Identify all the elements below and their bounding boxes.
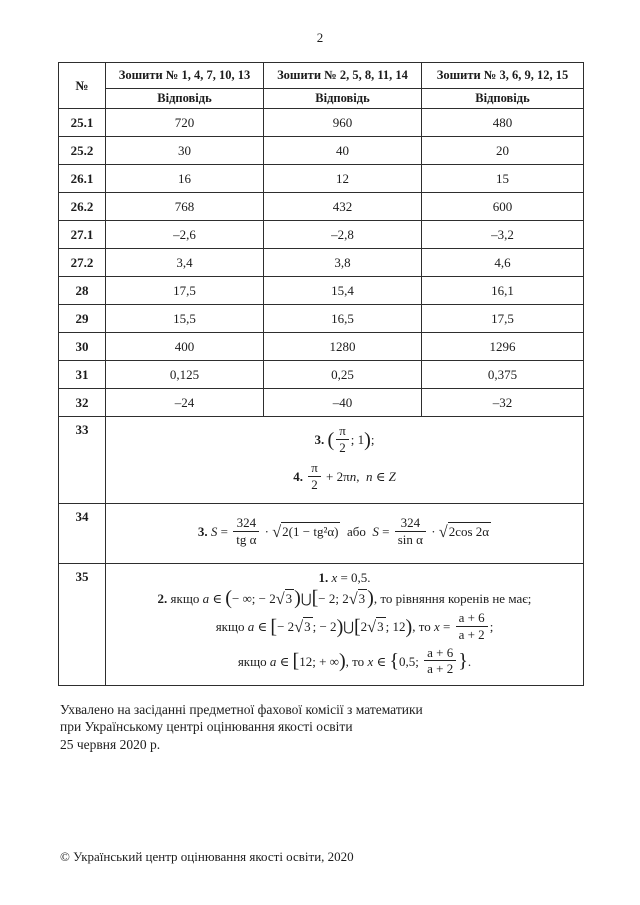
table-row: [59, 249, 584, 277]
math-fragment: ∈: [276, 653, 293, 669]
formula-line: [109, 644, 580, 678]
subheader-answer-1: Відповідь: [106, 89, 264, 109]
formula-line: [109, 570, 580, 586]
answer-cell: 30: [106, 137, 264, 165]
radicand: 2(1 − tg²α): [282, 524, 339, 540]
answer-cell: –32: [422, 389, 584, 417]
big-bracket: ): [367, 587, 374, 610]
math-fragment: ·: [261, 524, 273, 540]
fraction-denominator: a + 2: [458, 626, 485, 642]
column-header-number: №: [59, 63, 106, 109]
answer-cell: 3,4: [106, 249, 264, 277]
formula-line: [109, 587, 580, 610]
page-number: 2: [316, 30, 324, 45]
fraction-denominator: a + 2: [427, 661, 454, 677]
math-fragment: ⋃: [300, 590, 312, 606]
math-fragment: − 2: [277, 619, 295, 635]
math-fragment: ⋃: [343, 619, 354, 635]
subheader-answer-2: Відповідь: [264, 89, 422, 109]
big-bracket: (: [327, 428, 335, 451]
question-number: 34: [59, 503, 106, 563]
answer-cell: –2,8: [264, 221, 422, 249]
answer-cell: 0,25: [264, 361, 422, 389]
math-fragment: a: [202, 590, 210, 606]
math-fragment: , то: [345, 653, 368, 669]
math-fragment: n: [365, 469, 373, 485]
radicand: 3: [304, 619, 311, 635]
radical-sign: √: [294, 618, 304, 637]
big-bracket: ): [405, 615, 413, 638]
math-fragment: x: [331, 570, 338, 586]
answer-cell: 600: [422, 193, 584, 221]
answer-cell: 960: [264, 109, 422, 137]
answer-cell: 15,5: [106, 305, 264, 333]
question-number: 27.2: [59, 249, 106, 277]
answer-cell: 480: [422, 109, 584, 137]
big-bracket: {: [389, 650, 400, 673]
fraction-numerator: π: [308, 461, 321, 477]
answer-cell: 17,5: [106, 277, 264, 305]
radicand: 3: [358, 590, 366, 606]
fraction: [456, 611, 488, 641]
math-fragment: + 2π: [322, 469, 350, 485]
math-fragment: =: [439, 619, 454, 635]
question-number: 28: [59, 277, 106, 305]
answer-cell: 720: [106, 109, 264, 137]
fraction-numerator: a + 6: [456, 611, 488, 627]
fraction-numerator: 324: [233, 516, 259, 532]
question-number: 30: [59, 333, 106, 361]
fraction: [424, 646, 456, 676]
square-root: [367, 618, 385, 638]
fraction-numerator: 324: [395, 516, 426, 532]
math-fragment: 0,5;: [399, 653, 423, 669]
column-header-group-1: Зошити № 1, 4, 7, 10, 13: [106, 63, 264, 89]
math-fragment: =: [378, 524, 393, 540]
table-row-33: [59, 417, 584, 504]
formula-line: [197, 514, 491, 548]
approval-line: при Українському центрі оцінювання якості освіти: [60, 719, 353, 735]
question-number: 29: [59, 305, 106, 333]
math-fragment: =: [217, 524, 232, 540]
radical-sign: √: [367, 618, 377, 637]
table-row: [59, 277, 584, 305]
column-header-group-2: Зошити № 2, 5, 8, 11, 14: [264, 63, 422, 89]
answer-cell: –2,6: [106, 221, 264, 249]
math-fragment: ; − 2: [312, 619, 337, 635]
answer-cell: 17,5: [422, 305, 584, 333]
answer-cell: 4,6: [422, 249, 584, 277]
fraction-denominator: tg α: [236, 531, 257, 547]
question-number: 31: [59, 361, 106, 389]
math-fragment: x: [433, 619, 440, 635]
math-fragment: 1.: [318, 570, 329, 586]
fraction-denominator: 2: [339, 439, 346, 455]
math-fragment: , то: [412, 619, 434, 635]
math-fragment: x: [367, 653, 374, 669]
math-fragment: Z: [388, 469, 396, 485]
header-row-answer: [59, 89, 584, 109]
table-row: [59, 165, 584, 193]
table-row: [59, 389, 584, 417]
big-bracket: (: [225, 587, 232, 610]
question-number: 25.2: [59, 137, 106, 165]
math-fragment: 12; + ∞: [299, 653, 339, 669]
math-fragment: ∈: [372, 469, 389, 485]
formula-line: [109, 460, 580, 493]
table-row: [59, 109, 584, 137]
math-fragment: або: [340, 524, 373, 540]
answer-cell: 16,1: [422, 277, 584, 305]
square-root: [349, 590, 367, 610]
table-row: [59, 193, 584, 221]
math-fragment: 2: [360, 619, 368, 635]
table-row-35: [59, 563, 584, 685]
answer-cell: 40: [264, 137, 422, 165]
table-row: [59, 333, 584, 361]
fraction-denominator: 2: [311, 476, 318, 492]
answer-cell: –40: [264, 389, 422, 417]
big-bracket: }: [458, 650, 468, 673]
math-fragment: 3.: [314, 432, 325, 448]
answer-cell: 400: [106, 333, 264, 361]
math-fragment: якщо: [237, 653, 270, 669]
big-bracket: ): [364, 428, 371, 451]
math-fragment: [303, 469, 306, 484]
math-fragment: S: [210, 524, 218, 540]
math-fragment: − 2; 2: [318, 590, 349, 606]
math-fragment: a: [247, 619, 255, 635]
fraction: [336, 424, 349, 454]
answer-cell: 3,8: [264, 249, 422, 277]
answer-cell: 20: [422, 137, 584, 165]
radical-sign: √: [438, 523, 448, 542]
question-number: 27.1: [59, 221, 106, 249]
answer-cell-formula: [106, 563, 584, 685]
square-root: [272, 523, 340, 543]
math-fragment: 4.: [293, 469, 303, 485]
table-row: [59, 221, 584, 249]
math-fragment: , то рівняння коренів не має;: [373, 590, 532, 606]
math-fragment: 3.: [197, 524, 208, 540]
answer-cell: –24: [106, 389, 264, 417]
fraction: [308, 461, 321, 491]
question-number: 25.1: [59, 109, 106, 137]
fraction-numerator: a + 6: [424, 646, 456, 662]
big-bracket: [: [311, 587, 319, 610]
big-bracket: [: [292, 650, 300, 673]
answer-cell: 15: [422, 165, 584, 193]
fraction: [233, 516, 259, 546]
square-root: [439, 523, 491, 543]
question-number: 35: [59, 563, 106, 685]
answer-cell: 432: [264, 193, 422, 221]
math-fragment: якщо: [167, 590, 203, 606]
math-fragment: S: [372, 524, 379, 540]
math-fragment: .: [467, 653, 472, 669]
question-number: 32: [59, 389, 106, 417]
table-row: [59, 361, 584, 389]
square-root: [276, 590, 294, 610]
math-fragment: = 0,5.: [337, 570, 371, 586]
math-fragment: якщо: [215, 619, 248, 635]
radicand: 3: [377, 619, 384, 635]
answer-cell: 16: [106, 165, 264, 193]
table-row-34: [59, 503, 584, 563]
radicand: 2cos 2α: [448, 524, 490, 540]
header-row-groups: [59, 63, 584, 89]
radical-sign: √: [275, 589, 285, 608]
question-number: 26.2: [59, 193, 106, 221]
math-fragment: ·: [427, 524, 439, 540]
math-fragment: ∈: [373, 653, 390, 669]
fraction-numerator: π: [336, 424, 349, 440]
table-row: [59, 305, 584, 333]
math-fragment: 2.: [157, 590, 168, 606]
radical-sign: √: [272, 523, 282, 542]
math-fragment: n: [349, 469, 357, 485]
answer-cell: 12: [264, 165, 422, 193]
answer-cell: 0,375: [422, 361, 584, 389]
math-fragment: ; 12: [385, 619, 406, 635]
answer-cell: 768: [106, 193, 264, 221]
answer-cell: –3,2: [422, 221, 584, 249]
answer-cell-formula: [106, 503, 584, 563]
table-row: [59, 137, 584, 165]
big-bracket: ): [338, 650, 346, 673]
math-fragment: ;: [489, 619, 494, 635]
approval-line: 25 червня 2020 р.: [60, 736, 161, 752]
radical-sign: √: [348, 589, 358, 608]
formula-line: [109, 423, 580, 456]
math-fragment: a: [269, 653, 277, 669]
question-number: 26.1: [59, 165, 106, 193]
radicand: 3: [285, 590, 293, 606]
copyright-line: © Український центр оцінювання якості освіти, 2020: [60, 849, 354, 864]
answer-cell: 16,5: [264, 305, 422, 333]
big-bracket: [: [353, 615, 361, 638]
answer-cell: 15,4: [264, 277, 422, 305]
big-bracket: [: [270, 615, 278, 638]
answer-cell-formula: [106, 417, 584, 504]
answer-cell: 1296: [422, 333, 584, 361]
big-bracket: ): [336, 615, 344, 638]
subheader-answer-3: Відповідь: [422, 89, 584, 109]
answer-cell: 1280: [264, 333, 422, 361]
answers-table: [58, 62, 584, 686]
answer-cell: 0,125: [106, 361, 264, 389]
big-bracket: ): [294, 587, 301, 610]
math-fragment: ∈: [209, 590, 226, 606]
question-number: 33: [59, 417, 106, 504]
approval-line: Ухвалено на засіданні предметної фахової комісії з математики: [60, 702, 423, 717]
fraction: [395, 516, 426, 546]
math-fragment: − ∞; − 2: [231, 590, 276, 606]
column-header-group-3: Зошити № 3, 6, 9, 12, 15: [422, 63, 584, 89]
math-fragment: ; 1: [350, 432, 365, 448]
formula-line: [109, 610, 580, 643]
math-fragment: ;: [370, 432, 375, 448]
square-root: [294, 618, 312, 638]
approval-note: [60, 701, 423, 753]
fraction-denominator: sin α: [397, 531, 423, 547]
math-fragment: ∈: [254, 619, 271, 635]
math-fragment: ,: [356, 469, 366, 485]
